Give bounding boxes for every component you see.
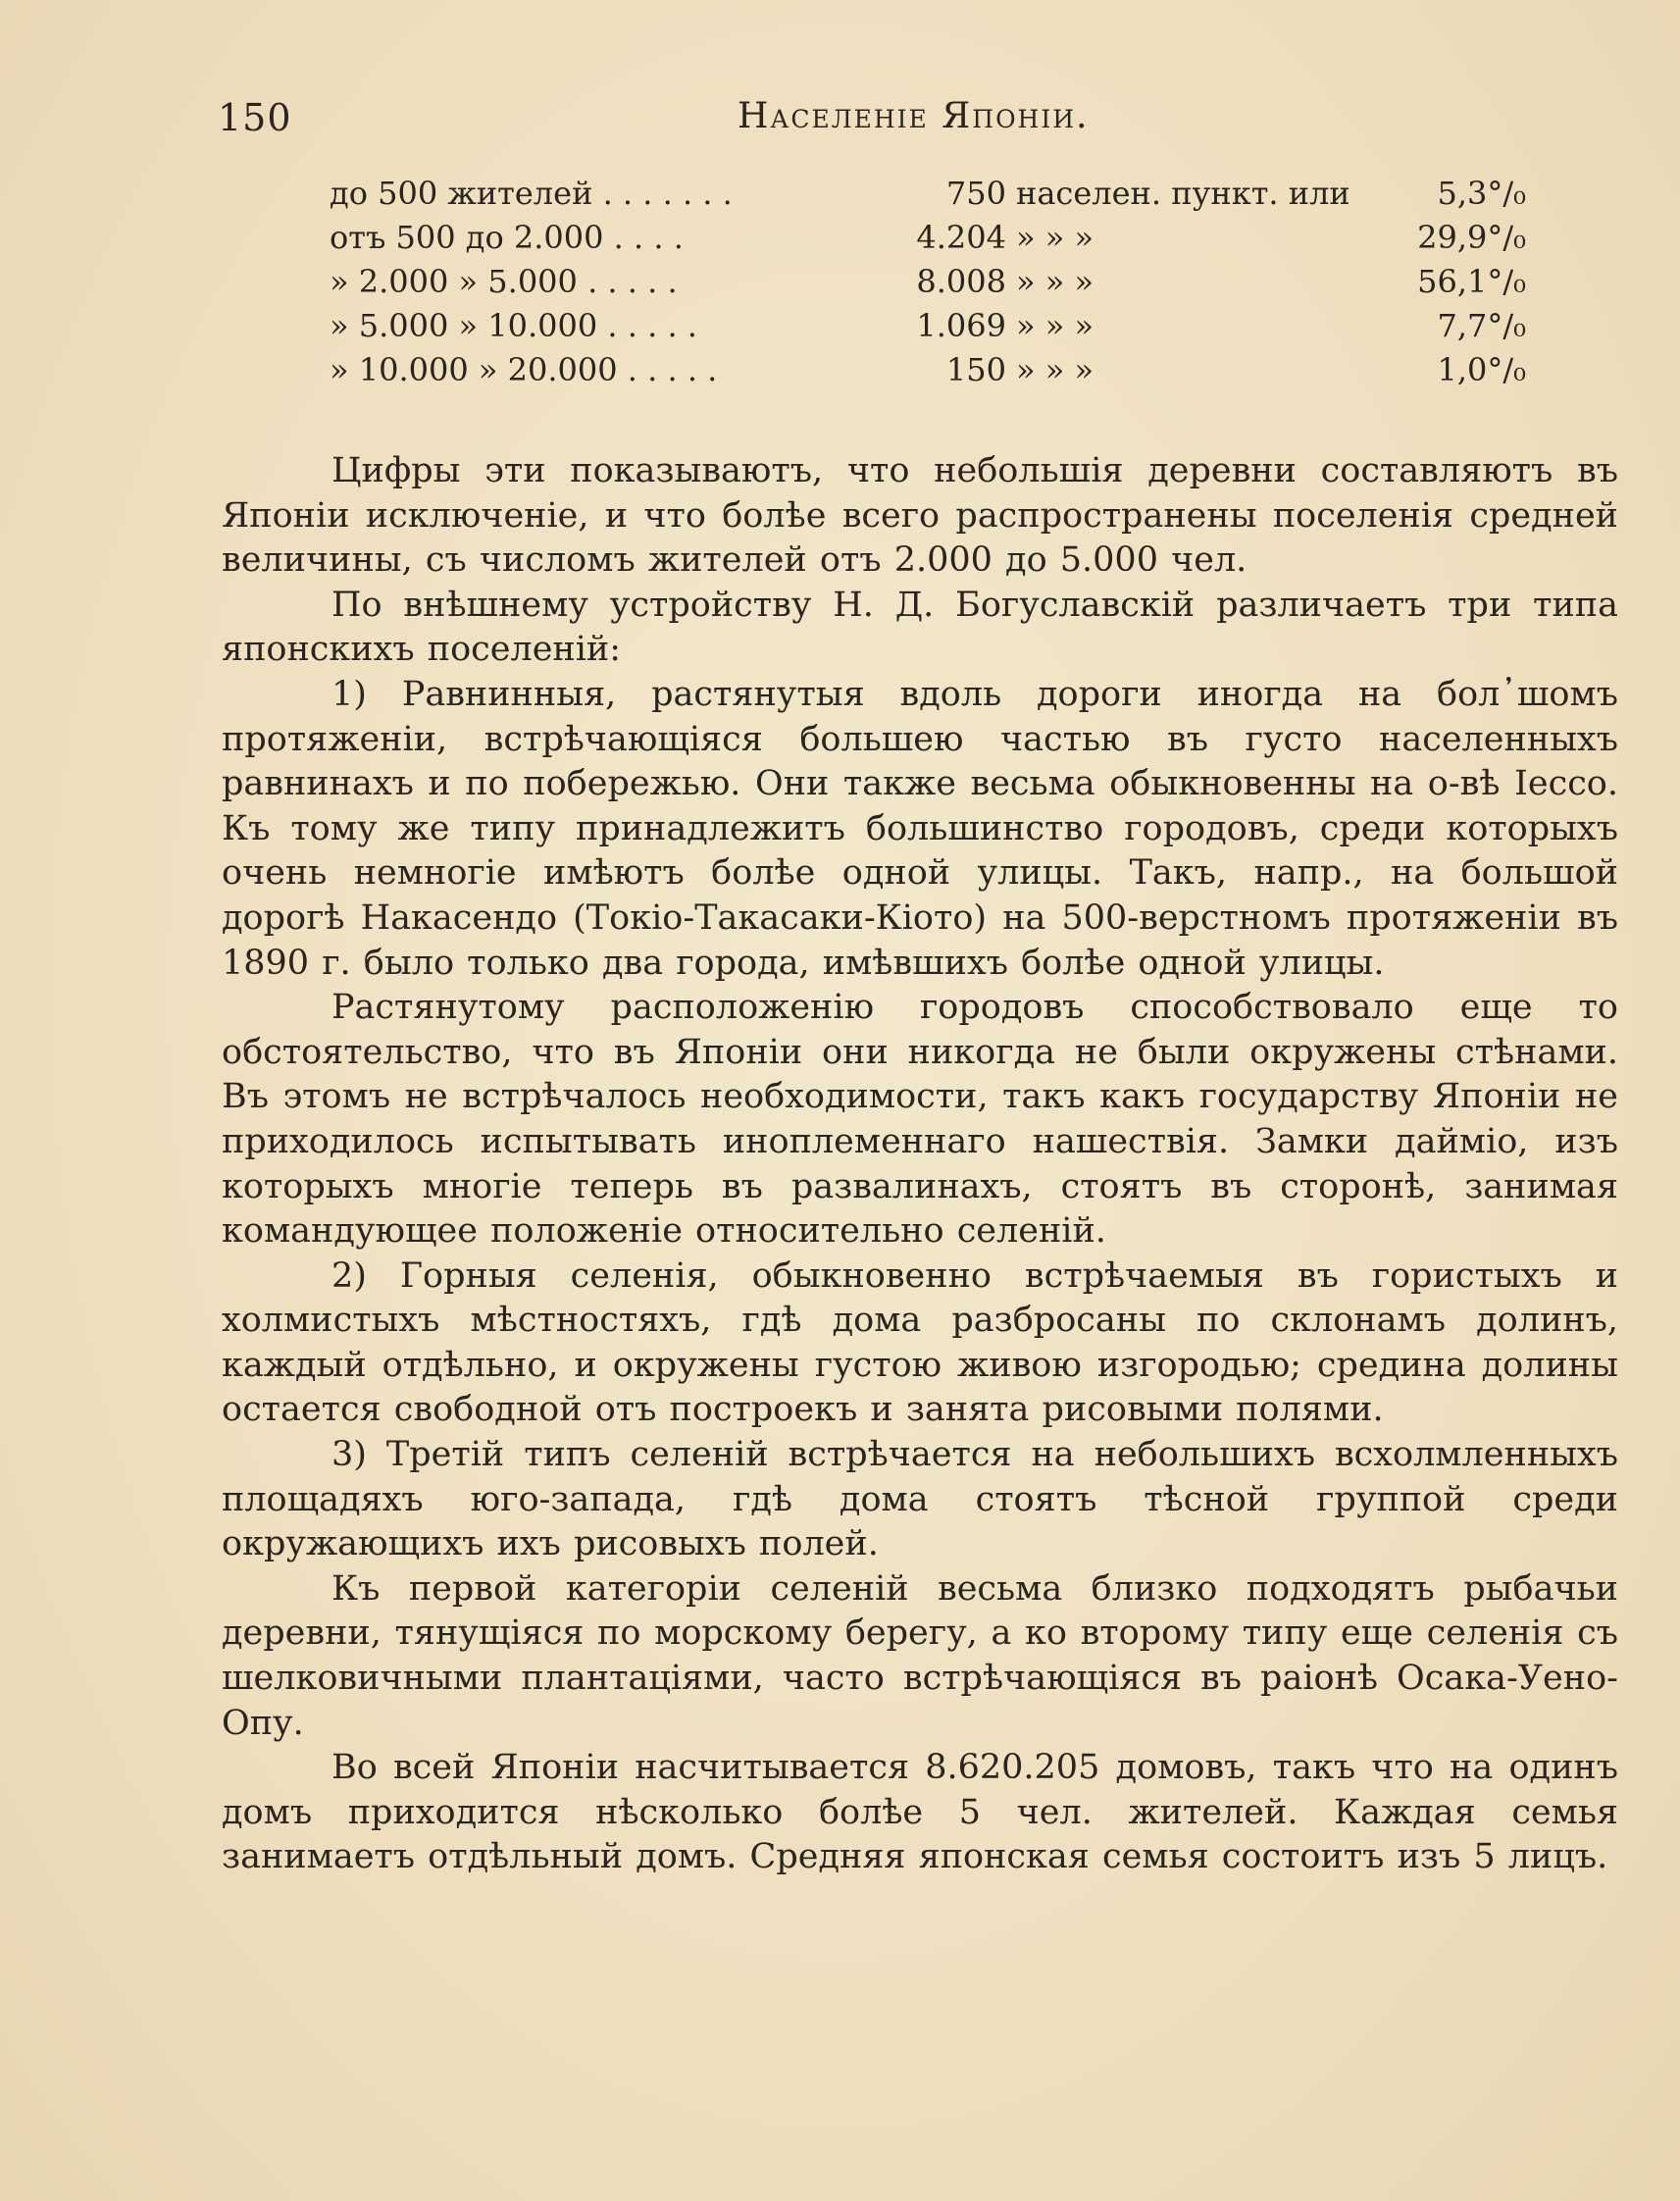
table-row <box>330 351 1526 395</box>
unit-cell: » » » <box>1016 263 1095 300</box>
settlement-size-table <box>330 175 1526 395</box>
paragraph: Во всей Японіи насчитывается 8.620.205 домовъ, такъ что на одинъ домъ приходится нѣсколько болѣе 5 чел. жителей. Каждая семья занимаетъ отдѣльный домъ. Средняя японская семья состоитъ изъ 5 лицъ. <box>222 1748 1618 1877</box>
range-cell: » 2.000 » 5.000 . . . . . <box>330 263 678 300</box>
body-text <box>222 449 1618 1880</box>
paragraph: По внѣшнему устройству Н. Д. Богуславскій различаетъ три типа японскихъ поселеній: <box>222 585 1618 670</box>
paragraph: 2) Горныя селенія, обыкновенно встрѣчаемыя въ гористыхъ и холмистыхъ мѣстностяхъ, гдѣ дома разбросаны по склонамъ долинъ, каждый отдѣльно, и окружены густою живою изгородью; средина долины остается свободной отъ построекъ и занята рисовыми полями. <box>222 1255 1618 1430</box>
count-cell: 150 <box>945 351 1006 388</box>
range-cell: » 10.000 » 20.000 . . . . . <box>330 351 718 388</box>
page-number: 150 <box>218 96 292 139</box>
paragraph: Къ первой категоріи селеній весьма близко подходятъ рыбачьи деревни, тянущіяся по морскому берегу, а ко второму типу еще селенія съ шелковичными плантаціями, часто встрѣчающіяся въ раіонѣ Осака-Уено-Опу. <box>222 1568 1618 1743</box>
table-row <box>330 263 1526 307</box>
percent-cell: 1,0°/₀ <box>1437 351 1526 388</box>
range-cell: отъ 500 до 2.000 . . . . <box>330 219 684 256</box>
count-cell: 750 <box>945 175 1006 212</box>
unit-cell: » » » <box>1016 307 1095 344</box>
range-cell: до 500 жителей . . . . . . . <box>330 175 733 212</box>
paragraph: 1) Равнинныя, растянутыя вдоль дороги иногда на бол᾽шомъ протяженіи, встрѣчающіяся большею частью въ густо населенныхъ равнинахъ и по побережью. Они также весьма обыкновенны на о-вѣ Іессо. Къ тому же типу принадлежитъ большинство городовъ, среди которыхъ очень немногіе имѣютъ болѣе одной улицы. Такъ, напр., на большой дорогѣ Накасендо (Токіо-Такасаки-Кіото) на 500-верстномъ протяженіи въ 1890 г. было только два города, имѣвшихъ болѣе одной улицы. <box>222 674 1618 983</box>
page-header <box>218 96 1610 151</box>
table-row <box>330 307 1526 351</box>
paragraph: Цифры эти показываютъ, что небольшія деревни составляютъ въ Японіи исключеніе, и что болѣе всего распространены поселенія средней величины, съ числомъ жителей отъ 2.000 до 5.000 чел. <box>222 451 1618 581</box>
table-row <box>330 175 1526 219</box>
count-cell: 1.069 <box>916 307 1006 344</box>
unit-cell: » » » <box>1016 351 1095 388</box>
paragraph: 3) Третій типъ селеній встрѣчается на небольшихъ всхолмленныхъ площадяхъ юго-запада, гдѣ дома стоятъ тѣсной группой среди окружающихъ ихъ рисовыхъ полей. <box>222 1435 1618 1564</box>
percent-cell: 56,1°/₀ <box>1417 263 1526 300</box>
paragraph: Растянутому расположенію городовъ способствовало еще то обстоятельство, что въ Японіи они никогда не были окружены стѣнами. Въ этомъ не встрѣчалось необходимости, такъ какъ государству Японіи не приходилось испытывать иноплеменнаго нашествія. Замки дайміо, изъ которыхъ многіе теперь въ развалинахъ, стоятъ въ сторонѣ, занимая командующее положеніе относительно селеній. <box>222 988 1618 1252</box>
running-title: Населеніе Японіи. <box>738 96 1090 136</box>
percent-cell: 7,7°/₀ <box>1437 307 1526 344</box>
percent-cell: 5,3°/₀ <box>1437 175 1526 212</box>
unit-cell: населен. пункт. или <box>1016 175 1350 212</box>
count-cell: 4.204 <box>916 219 1006 256</box>
unit-cell: » » » <box>1016 219 1095 256</box>
percent-cell: 29,9°/₀ <box>1417 219 1526 256</box>
table-row <box>330 219 1526 263</box>
range-cell: » 5.000 » 10.000 . . . . . <box>330 307 697 344</box>
count-cell: 8.008 <box>916 263 1006 300</box>
